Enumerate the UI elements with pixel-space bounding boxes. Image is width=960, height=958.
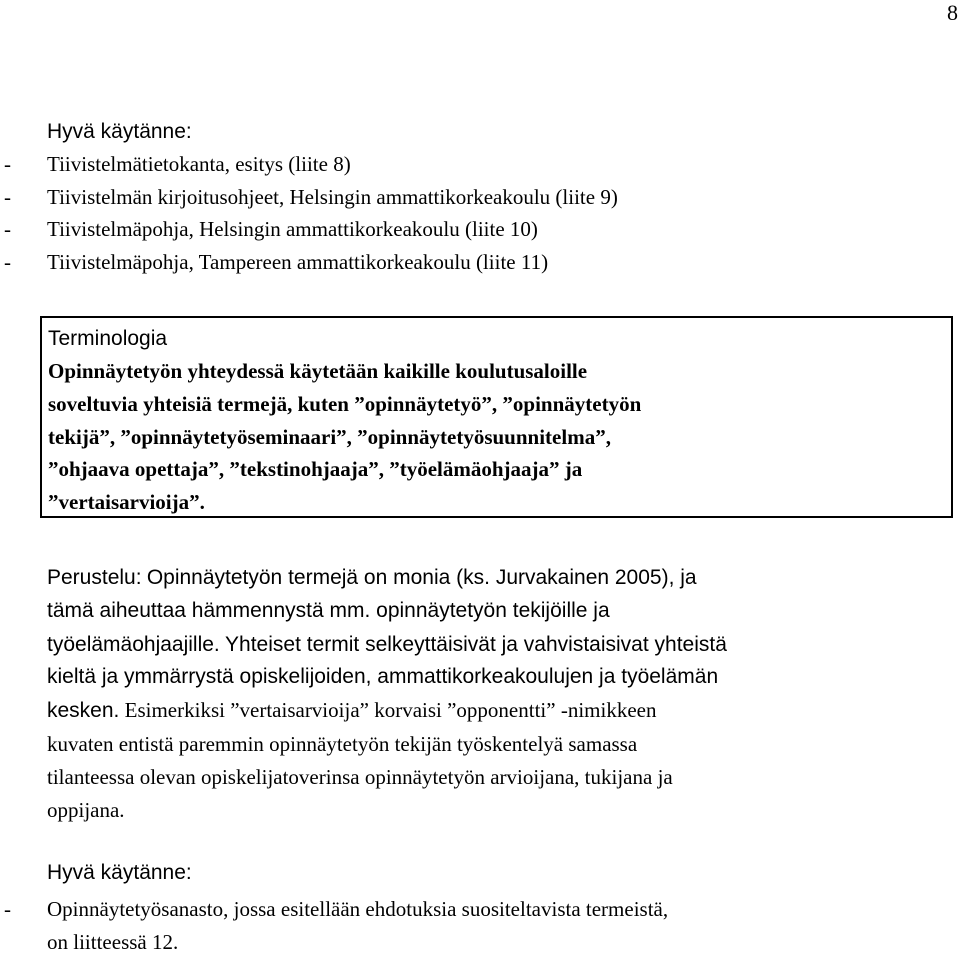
good-practice-list	[4, 148, 618, 279]
list-dash: -	[4, 250, 11, 275]
list-dash: -	[4, 184, 11, 209]
rationale-line: oppijana.	[47, 797, 125, 822]
list-item	[4, 148, 618, 181]
terminology-line: soveltuvia yhteisiä termejä, kuten ”opinnäytetyö”, ”opinnäytetyön	[48, 391, 642, 416]
list-item	[4, 213, 618, 246]
rationale-text: Yhteiset termit selkeyttäisivät ja vahvistaisivat yhteistä	[225, 632, 727, 656]
rationale-line: kuvaten entistä paremmin opinnäytetyön tekijän työskentelyä samassa	[47, 731, 638, 756]
rationale-text: työelämäohjaajille.	[47, 632, 220, 656]
list-item-text: Tiivistelmätietokanta, esitys (liite 8)	[47, 152, 351, 176]
terminology-body	[48, 355, 943, 519]
terminology-line: ”vertaisarvioija”.	[48, 490, 205, 515]
list-item	[4, 926, 668, 958]
terminology-title: Terminologia	[48, 327, 168, 350]
list-item-text: Tiivistelmäpohja, Tampereen ammattikorkeakoulu (liite 11)	[47, 250, 549, 275]
list-item-text: on liitteessä 12.	[47, 929, 179, 954]
page-number: 8	[947, 0, 958, 25]
good-practice-heading: Hyvä käytänne:	[47, 120, 192, 143]
list-dash: -	[4, 152, 11, 176]
terminology-box	[40, 316, 953, 518]
list-item-text: Tiivistelmän kirjoitusohjeet, Helsingin ammattikorkeakoulu (liite 9)	[47, 184, 618, 209]
rationale-line	[47, 628, 952, 662]
rationale-paragraph	[47, 561, 952, 826]
rationale-text: Opinnäytetyön termejä on monia (ks. Jurvakainen 2005), ja	[146, 566, 697, 589]
good-practice-heading: Hyvä käytänne:	[47, 861, 192, 884]
terminology-line: tekijä”, ”opinnäytetyöseminaari”, ”opinnäytetyösuunnitelma”,	[48, 424, 611, 449]
list-item	[4, 246, 618, 279]
rationale-label: Perustelu:	[47, 566, 142, 589]
list-item	[4, 893, 668, 926]
list-item-text: Tiivistelmäpohja, Helsingin ammattikorkeakoulu (liite 10)	[47, 217, 538, 242]
good-practice-list	[4, 893, 668, 958]
rationale-line: kieltä ja ymmärrystä opiskelijoiden, ammattikorkeakoulujen ja työelämän	[47, 665, 719, 689]
rationale-text: kesken.	[47, 699, 120, 723]
terminology-line: ”ohjaava opettaja”, ”tekstinohjaaja”, ”työelämäohjaaja” ja	[48, 457, 583, 482]
rationale-text: Esimerkiksi ”vertaisarvioija” korvaisi ”opponentti” -nimikkeen	[124, 698, 657, 723]
rationale-line	[47, 561, 952, 595]
list-item-text: Opinnäytetyösanasto, jossa esitellään ehdotuksia suositeltavista termeistä,	[47, 897, 669, 921]
rationale-line	[47, 694, 952, 728]
list-dash: -	[4, 217, 11, 242]
list-dash: -	[4, 897, 11, 921]
list-item	[4, 181, 618, 214]
terminology-line: Opinnäytetyön yhteydessä käytetään kaikille koulutusaloille	[48, 359, 588, 383]
rationale-line: tilanteessa olevan opiskelijatoverinsa opinnäytetyön arvioijana, tukijana ja	[47, 764, 673, 789]
rationale-line: tämä aiheuttaa hämmennystä mm. opinnäytetyön tekijöille ja	[47, 598, 610, 622]
